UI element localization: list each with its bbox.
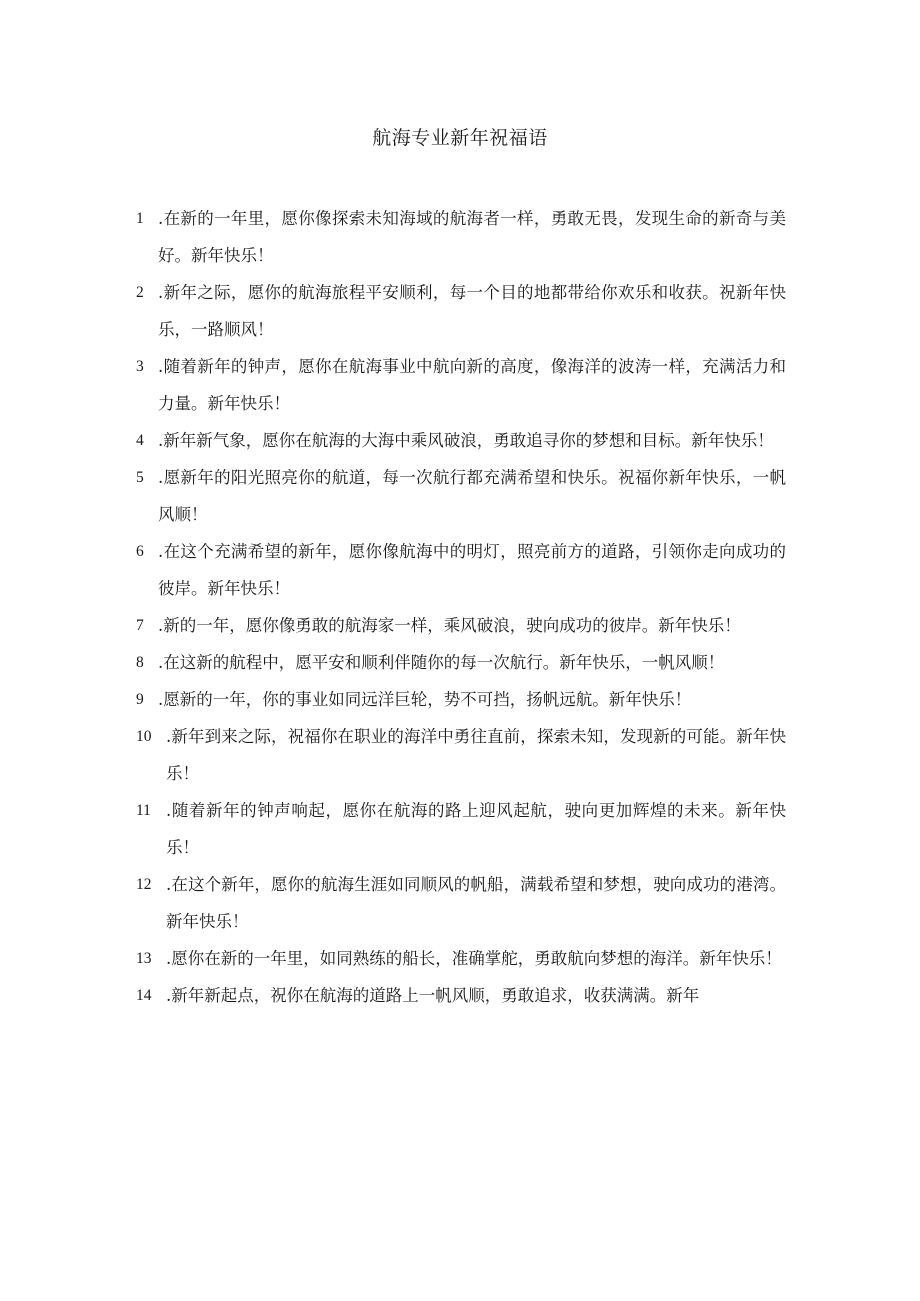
item-text: .在这个充满希望的新年，愿你像航海中的明灯，照亮前方的道路，引领你走向成功的彼岸。新年快乐！ — [158, 542, 786, 598]
list-item — [136, 792, 786, 866]
item-number: 6 — [136, 543, 144, 560]
item-number: 10 — [136, 728, 152, 745]
item-number: 5 — [136, 469, 144, 486]
list-item — [136, 940, 786, 977]
item-text: .在这新的航程中，愿平安和顺利伴随你的每一次航行。新年快乐，一帆风顺！ — [158, 653, 725, 672]
list-item — [136, 459, 786, 533]
list-item — [136, 274, 786, 348]
item-number: 8 — [136, 654, 144, 671]
item-number: 7 — [136, 617, 144, 634]
item-text: .随着新年的钟声响起，愿你在航海的路上迎风起航，驶向更加辉煌的未来。新年快乐！ — [166, 801, 786, 857]
document-title: 航海专业新年祝福语 — [372, 127, 548, 149]
item-number: 13 — [136, 950, 152, 967]
list-item — [136, 348, 786, 422]
item-text: .在新的一年里，愿你像探索未知海域的航海者一样，勇敢无畏，发现生命的新奇与美好。新年快乐！ — [158, 209, 786, 265]
item-text: .新年到来之际，祝福你在职业的海洋中勇往直前，探索未知，发现新的可能。新年快乐！ — [166, 727, 786, 783]
item-text: .新年新起点，祝你在航海的道路上一帆风顺，勇敢追求，收获满满。新年 — [166, 986, 700, 1005]
item-text: .愿你在新的一年里，如同熟练的船长，准确掌舵，勇敢航向梦想的海洋。新年快乐！ — [166, 949, 782, 968]
item-number: 14 — [136, 987, 152, 1004]
list-item — [136, 977, 786, 1014]
item-number: 11 — [136, 802, 151, 819]
item-text: .随着新年的钟声，愿你在航海事业中航向新的高度，像海洋的波涛一样，充满活力和力量。新年快乐！ — [158, 357, 786, 413]
item-number: 4 — [136, 432, 144, 449]
list-item — [136, 200, 786, 274]
item-text: .愿新年的阳光照亮你的航道，每一次航行都充满希望和快乐。祝福你新年快乐，一帆风顺！ — [158, 468, 786, 524]
item-text: .新的一年，愿你像勇敢的航海家一样，乘风破浪，驶向成功的彼岸。新年快乐！ — [158, 616, 741, 635]
list-item — [136, 607, 786, 644]
list-item — [136, 533, 786, 607]
item-text: .新年新气象，愿你在航海的大海中乘风破浪，勇敢追寻你的梦想和目标。新年快乐！ — [158, 431, 774, 450]
greeting-list — [136, 200, 786, 1014]
list-item — [136, 681, 786, 718]
list-item — [136, 422, 786, 459]
item-number: 1 — [136, 210, 144, 227]
item-number: 12 — [136, 876, 152, 893]
item-number: 9 — [136, 691, 144, 708]
item-text: .愿新的一年，你的事业如同远洋巨轮，势不可挡，扬帆远航。新年快乐！ — [158, 690, 692, 709]
item-number: 3 — [136, 358, 144, 375]
item-number: 2 — [136, 284, 144, 301]
item-text: .在这个新年，愿你的航海生涯如同顺风的帆船，满载希望和梦想，驶向成功的港湾。新年快乐！ — [166, 875, 786, 931]
item-text: .新年之际，愿你的航海旅程平安顺利，每一个目的地都带给你欢乐和收获。祝新年快乐，一路顺风！ — [158, 283, 786, 339]
list-item — [136, 866, 786, 940]
list-item — [136, 644, 786, 681]
list-item — [136, 718, 786, 792]
